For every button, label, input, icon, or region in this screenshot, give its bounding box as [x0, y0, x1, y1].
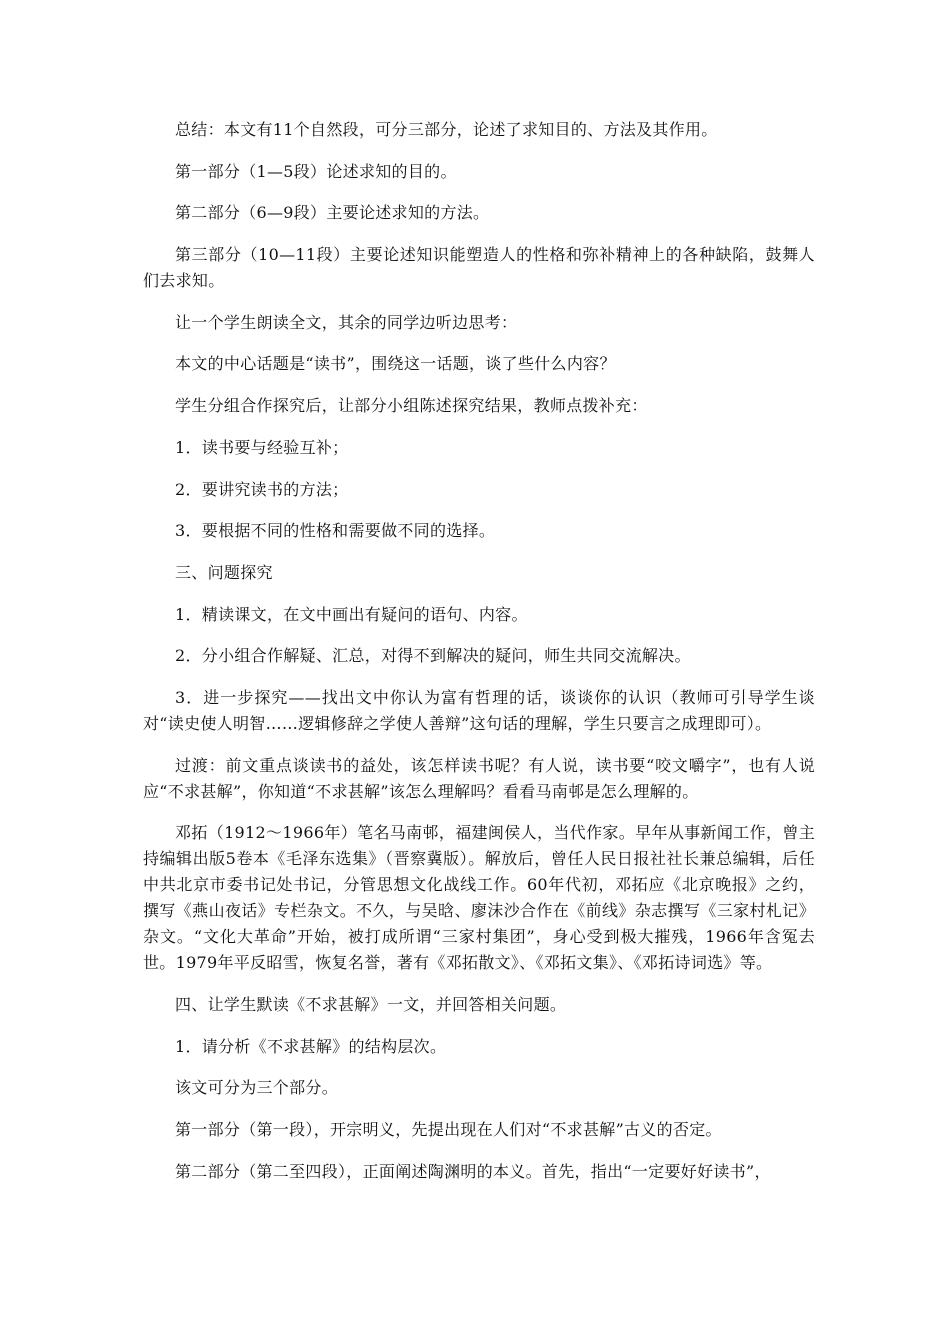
paragraph-three-parts: 该文可分为三个部分。 — [175, 1078, 339, 1098]
section-heading-silent-reading: 四、让学生默读《不求甚解》一文，并回答相关问题。 — [175, 995, 567, 1014]
list-item: 3．要根据不同的性格和需要做不同的选择。 — [175, 521, 496, 541]
paragraph-part-three: 第三部分（10—11段）主要论述知识能塑造人的性格和弥补精神上的各种缺陷，鼓舞人们去求知。 — [143, 245, 815, 291]
list-item: 3．进一步探究——找出文中你认为富有哲理的话，谈谈你的认识（教师可引导学生谈对“读史使人明智……逻辑修辞之学使人善辩”这句话的理解，学生只要言之成理即可）。 — [143, 687, 815, 733]
paragraph-central-topic: 本文的中心话题是“读书”，围绕这一话题，谈了些什么内容？ — [175, 354, 616, 374]
paragraph-first-part: 第一部分（第一段），开宗明义，先提出现在人们对“不求甚解”古义的否定。 — [175, 1120, 722, 1140]
list-item: 2．分小组合作解疑、汇总，对得不到解决的疑问，师生共同交流解决。 — [175, 646, 691, 666]
paragraph-second-part: 第二部分（第二至四段），正面阐述陶渊明的本义。首先，指出“一定要好好读书”， — [175, 1161, 771, 1181]
list-item: 2．要讲究读书的方法； — [175, 479, 349, 499]
section-heading-inquiry: 三、问题探究 — [175, 562, 273, 582]
paragraph-part-two: 第二部分（6—9段）主要论述求知的方法。 — [175, 203, 490, 223]
paragraph-summary: 总结：本文有11个自然段，可分三部分，论述了求知目的、方法及其作用。 — [175, 120, 718, 139]
paragraph-transition: 过渡：前文重点谈读书的益处，该怎样读书呢？有人说，读书要“咬文嚼字”，也有人说应“不求甚解”，你知道“不求甚解”该怎么理解吗？看看马南邨是怎么理解的。 — [143, 755, 815, 801]
paragraph-author-bio: 邓拓（1912～1966年）笔名马南邨，福建闽侯人，当代作家。早年从事新闻工作，曾主持编辑出版5卷本《毛泽东选集》（晋察冀版）。解放后，曾任人民日报社社长兼总编辑，后任中共北京市委书记处书记，分管思想文化战线工作。60年代初，邓拓应《北京晚报》之约，撰写《燕山夜话》专栏杂文。不久，与吴晗、廖沫沙合作在《前线》杂志撰写《三家村札记》杂文。“文化大革命”开始，被打成所谓“三家村集团”，身心受到极大摧残，1966年含冤去世。1979年平反昭雪，恢复名誉，著有《邓拓散文》、《邓拓文集》、《邓拓诗词选》等。 — [143, 823, 815, 973]
document-page — [143, 117, 815, 1200]
paragraph-group-inquiry: 学生分组合作探究后，让部分小组陈述探究结果，教师点拨补充： — [175, 396, 648, 416]
paragraph-read-aloud: 让一个学生朗读全文，其余的同学边听边思考： — [175, 312, 518, 332]
list-item: 1．读书要与经验互补； — [175, 437, 349, 457]
paragraph-part-one: 第一部分（1—5段）论述求知的目的。 — [175, 161, 457, 181]
list-item: 1．精读课文，在文中画出有疑问的语句、内容。 — [175, 604, 528, 624]
list-item: 1．请分析《不求甚解》的结构层次。 — [175, 1036, 447, 1056]
